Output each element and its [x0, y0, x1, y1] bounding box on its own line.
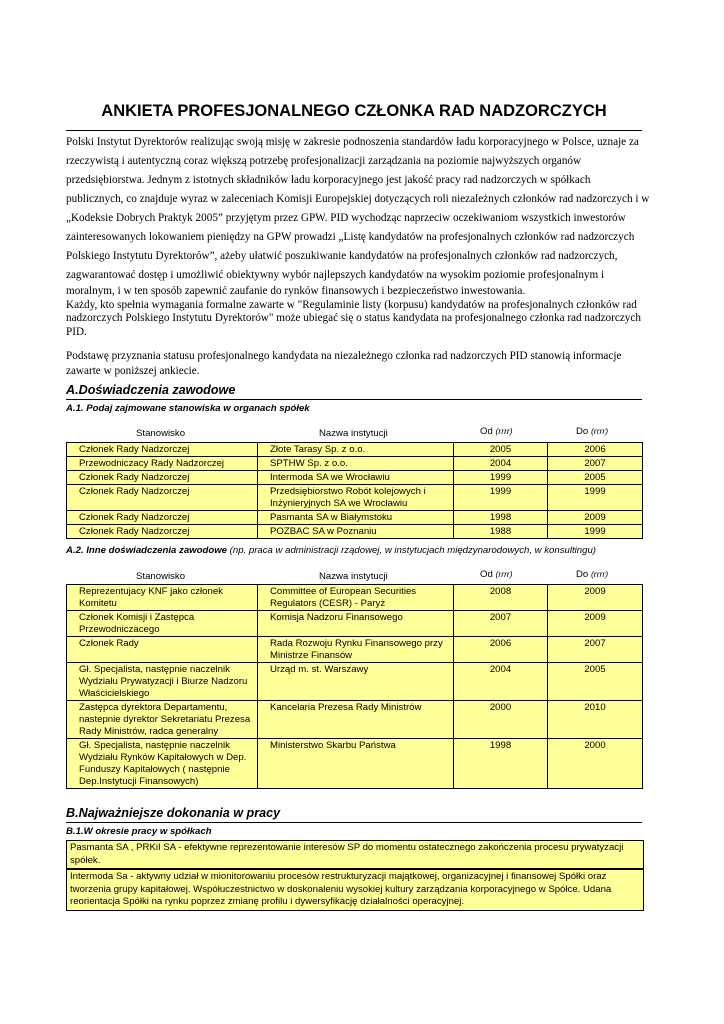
column-header-position: Stanowisko — [136, 428, 186, 439]
section-b-heading: B.Najważniejsze dokonania w pracy — [66, 806, 281, 820]
column-header-from — [480, 569, 513, 580]
table-row — [67, 511, 643, 525]
table-a2 — [66, 584, 643, 789]
intro-line: zagwarantować dostęp i umożliwić obiektywny wybór najlepszych kandydatów na wysokim poziomie profesjonalnym i — [66, 269, 605, 281]
cell-to: 2009 — [548, 585, 643, 611]
intro-line: Podstawę przyznania statusu profesjonalnego kandydata na niezależnego członka rad nadzorczych PID stanowią informacje — [66, 350, 622, 362]
cell-institution: Kancelaria Prezesa Rady Ministrów — [258, 701, 454, 739]
column-header-to-label: Do — [576, 569, 589, 580]
cell-position: Przewodniczacy Rady Nadzorczej — [67, 457, 258, 471]
cell-from: 2004 — [454, 663, 548, 701]
cell-institution: Urząd m. st. Warszawy — [258, 663, 454, 701]
column-header-institution: Nazwa instytucji — [319, 428, 388, 439]
cell-institution: Pasmanta SA w Białymstoku — [258, 511, 454, 525]
cell-from: 1988 — [454, 525, 548, 539]
cell-to: 2005 — [548, 471, 643, 485]
column-header-institution: Nazwa instytucji — [319, 571, 388, 582]
cell-from: 1999 — [454, 471, 548, 485]
cell-to: 1999 — [548, 525, 643, 539]
intro-line: Polskiego Instytutu Dyrektorów”, ażeby ułatwić poszukiwanie kandydatów na profesjonalnych członków rad nadzorczych, — [66, 250, 618, 262]
section-a-rule — [66, 399, 642, 400]
cell-to: 2007 — [548, 637, 643, 663]
cell-to: 2000 — [548, 739, 643, 789]
cell-institution: Przedsiębiorstwo Robót kolejowych i Inżynieryjnych SA we Wrocławiu — [258, 485, 454, 511]
column-header-format: (rrrr) — [590, 426, 609, 436]
cell-to: 2009 — [548, 511, 643, 525]
cell-position: Gł. Specjalista, następnie naczelnik Wydziału Prywatyzacji i Biurze Nadzoru Właścicielskiego — [67, 663, 258, 701]
cell-institution: POZBAC SA w Poznaniu — [258, 525, 454, 539]
intro-line: przedsiębiorstwa. Jednym z istotnych składników ładu korporacyjnego jest jakość pracy rad nadzorczych w spółkach — [66, 174, 591, 186]
achievement-entry: Pasmanta SA , PRKiI SA - efektywne reprezentowanie interesów SP do momentu ostatecznego zakończenia procesu prywatyzacji spółek. — [66, 840, 644, 869]
table-row — [67, 457, 643, 471]
table-row — [67, 525, 643, 539]
cell-from: 1998 — [454, 739, 548, 789]
cell-institution: Committee of European Securities Regulators (CESR) - Paryż — [258, 585, 454, 611]
table-row — [67, 663, 643, 701]
table-row — [67, 637, 643, 663]
cell-institution: Złote Tarasy Sp. z o.o. — [258, 443, 454, 457]
intro-line: PID. — [66, 325, 87, 338]
column-header-position: Stanowisko — [136, 571, 186, 582]
cell-to: 2010 — [548, 701, 643, 739]
achievement-entry: Intermoda Sa - aktywny udział w mionitorowaniu procesów restrukturyzacji majątkowej, organizacyjnej i finansowej Spółki oraz tworzenia grupy kapitałowej. Współuczestnictwo w doskonaleniu wysokiej kultury zarządzania korporacyjnego w Spółce. Udana reorientacja Spółki na rynku poprzez zmianę profilu i dywersyfikację działalności operacyjnej. — [66, 869, 644, 911]
column-header-format: (rrrr) — [495, 426, 513, 436]
column-header-to — [576, 569, 608, 580]
cell-to: 2005 — [548, 663, 643, 701]
table-a2-body — [67, 585, 643, 789]
cell-position: Członek Rady — [67, 637, 258, 663]
section-b-rule — [66, 822, 642, 823]
cell-position: Członek Komisji i Zastępca Przewodniczacego — [67, 611, 258, 637]
cell-to: 1999 — [548, 485, 643, 511]
cell-from: 2006 — [454, 637, 548, 663]
table-row — [67, 611, 643, 637]
section-a2-title: A.2. Inne doświadczenia zawodowe — [66, 545, 227, 556]
intro-line: nadzorczych Polskiego Instytutu Dyrektorów" może ubiegać się o status kandydata na profesjonalnego członka rad nadzorczych — [66, 312, 641, 324]
cell-from: 2004 — [454, 457, 548, 471]
section-a-heading: A.Doświadczenia zawodowe — [66, 383, 236, 397]
table-row — [67, 471, 643, 485]
cell-institution: Rada Rozwoju Rynku Finansowego przy Ministrze Finansów — [258, 637, 454, 663]
column-header-from-label: Od — [480, 426, 493, 437]
table-row — [67, 485, 643, 511]
cell-from: 2000 — [454, 701, 548, 739]
cell-position: Członek Rady Nadzorczej — [67, 525, 258, 539]
cell-from: 2007 — [454, 611, 548, 637]
title-rule — [66, 130, 642, 131]
intro-line: moralnym, i w ten sposób zapewnić zaufanie do rynków finansowych i bezpieczeństwo inwestowania. — [66, 285, 526, 297]
table-a1 — [66, 442, 643, 539]
column-header-from — [480, 426, 513, 437]
page-title: ANKIETA PROFESJONALNEGO CZŁONKA RAD NADZORCZYCH — [101, 102, 607, 120]
section-a2-note: (np. praca w administracji rządowej, w instytucjach międzynarodowych, w konsultingu) — [229, 545, 596, 556]
column-header-from-label: Od — [480, 569, 493, 580]
section-a2-heading — [66, 545, 596, 556]
cell-institution: SPTHW Sp. z o.o. — [258, 457, 454, 471]
column-header-format: (rrrr) — [495, 569, 513, 579]
column-header-to-label: Do — [576, 426, 589, 437]
section-a1-heading: A.1. Podaj zajmowane stanowiska w organach spółek — [66, 403, 310, 414]
intro-text — [66, 133, 650, 379]
cell-position: Reprezentujacy KNF jako członek Komitetu — [67, 585, 258, 611]
cell-position: Członek Rady Nadzorczej — [67, 443, 258, 457]
cell-from: 2008 — [454, 585, 548, 611]
cell-position: Zastępca dyrektora Departamentu, nastepnie dyrektor Sekretariatu Prezesa Rady Ministrów, radca generalny — [67, 701, 258, 739]
cell-institution: Komisja Nadzoru Finansowego — [258, 611, 454, 637]
intro-line: rzeczywistą i autentyczną coraz większą potrzebę profesjonalizacji zarządzania na poziomie najwyższych organów — [66, 155, 582, 167]
cell-institution: Intermoda SA we Wrocławiu — [258, 471, 454, 485]
section-b1-heading: B.1.W okresie pracy w spółkach — [66, 826, 212, 837]
table-row — [67, 739, 643, 789]
cell-position: Członek Rady Nadzorczej — [67, 485, 258, 511]
intro-spacer — [66, 339, 642, 349]
column-header-format: (rrrr) — [590, 569, 609, 579]
cell-to: 2007 — [548, 457, 643, 471]
cell-from: 1999 — [454, 485, 548, 511]
column-header-to — [576, 426, 608, 437]
cell-position: Członek Rady Nadzorczej — [67, 511, 258, 525]
cell-to: 2009 — [548, 611, 643, 637]
intro-line: zainteresowanych lokowaniem pieniędzy na GPW prowadzi „Listę kandydatów na profesjonalnych członków rad nadzorczych — [66, 231, 635, 243]
cell-position: Gł. Specjalista, następnie naczelnik Wydziału Rynków Kapitałowych w Dep. Funduszy Kapitałowych ( następnie Dep.Instytucji Finansowych) — [67, 739, 258, 789]
cell-institution: Ministerstwo Skarbu Państwa — [258, 739, 454, 789]
intro-line: zawarte w poniższej ankiecie. — [66, 365, 200, 377]
intro-line: Polski Instytut Dyrektorów realizując swoją misję w zakresie podnoszenia standardów ładu korporacyjnego w Polsce, uznaje za — [66, 136, 639, 148]
cell-to: 2006 — [548, 443, 643, 457]
cell-from: 2005 — [454, 443, 548, 457]
cell-position: Członek Rady Nadzorczej — [67, 471, 258, 485]
intro-line: publicznych, co znajduje wyraz w zaleceniach Komisji Europejskiej dotyczących roli niezależnych członków rad nadzorczych i w — [66, 193, 650, 205]
intro-line: Każdy, kto spełnia wymagania formalne zawarte w "Regulaminie listy (korpusu) kandydatów na profesjonalnych członków rad — [66, 298, 637, 311]
table-a1-body — [67, 443, 643, 539]
table-row — [67, 585, 643, 611]
cell-from: 1998 — [454, 511, 548, 525]
table-row — [67, 701, 643, 739]
table-row — [67, 443, 643, 457]
intro-line: „Kodeksie Dobrych Praktyk 2005” przyjętym przez GPW. PID wychodząc naprzeciw oczekiwaniom wszystkich inwestorów — [66, 212, 626, 224]
